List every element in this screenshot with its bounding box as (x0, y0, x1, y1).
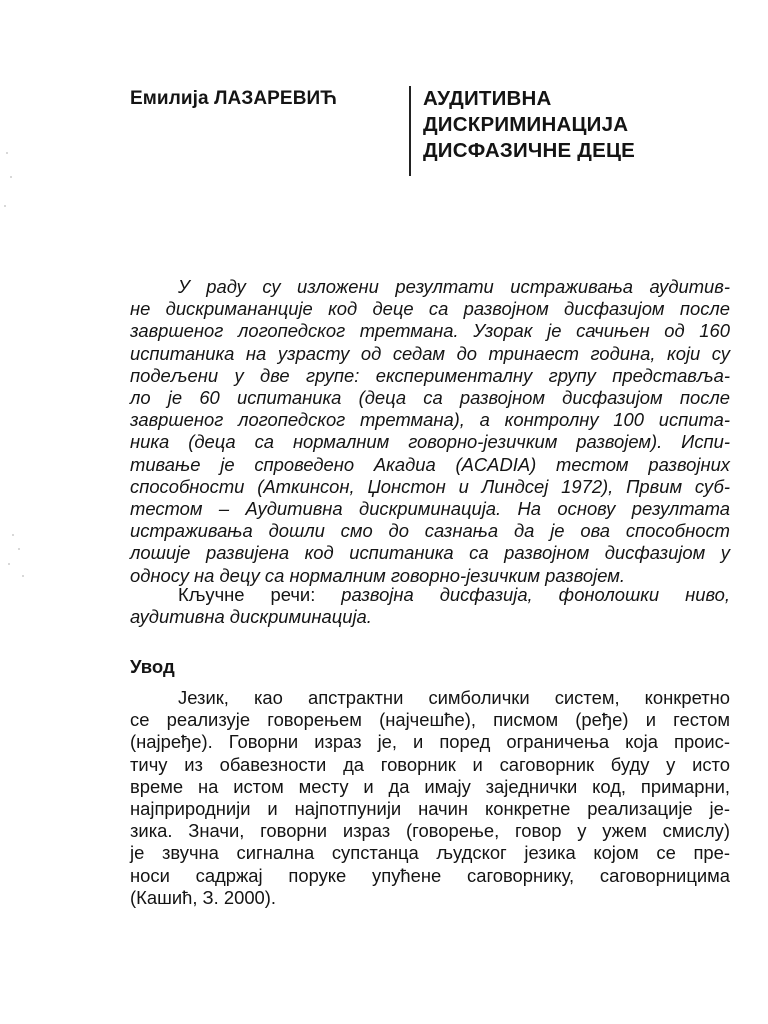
scan-speckle (4, 205, 6, 207)
abstract-line: ника (деца са нормалним говорно-језичким развојем). Испи- (130, 431, 730, 453)
abstract-line: подељени у две групе: експерименталну групу представља- (130, 364, 730, 386)
abstract-line: односу на децу са нормалним говорно-језичким развојем. (130, 564, 625, 586)
abstract-line: не дискримананције код деце са развојном дисфазијом после (130, 298, 730, 320)
header-divider (409, 86, 411, 176)
author-name: Емилија ЛАЗАРЕВИЋ (130, 88, 338, 109)
abstract-line: лошије развијена код испитаника са развојном дисфазијом у (130, 542, 730, 564)
abstract-line: ло је 60 испитаника (деца са развојном дисфазијом после (130, 387, 730, 409)
abstract-line: завршеног логопедског третмана), а контролну 100 испита- (130, 409, 730, 431)
abstract-line: способности (Аткинсон, Џонстон и Линдсеј 1972), Првим суб- (130, 475, 730, 497)
abstract-line: тивање је спроведено Акадиа (ACADIA) тестом развојних (130, 453, 730, 475)
paragraph-line: тичу из обавезности да говорник и саговорник буду у исто (130, 753, 730, 775)
section-heading-intro: Увод (130, 656, 175, 677)
article-header (130, 86, 690, 178)
abstract-line: завршеног логопедског третмана. Узорак је сачињен од 160 (130, 320, 730, 342)
paragraph-line: се реализује говорењем (најчешће), писмом (ређе) и гестом (130, 709, 730, 731)
paragraph-line: Језик, као апстрактни симболички систем, конкретно (178, 687, 730, 708)
paragraph-line: носи садржај поруке упућене саговорнику, саговорницима (130, 864, 730, 886)
paragraph-line: време на истом месту и да имају заједнички код, примарни, (130, 775, 730, 797)
keywords-terms: развојна дисфазија, фонолошки ниво, (341, 584, 730, 605)
abstract-line: испитаника на узрасту од седам до тринаест година, који су (130, 342, 730, 364)
title-line: АУДИТИВНА (423, 87, 552, 110)
abstract-line: тестом – Аудитивна дискриминација. На основу резултата (130, 498, 730, 520)
scan-speckle (8, 563, 10, 565)
paragraph-line: зика. Значи, говорни израз (говорење, говор у ужем смислу) (130, 820, 730, 842)
abstract-line: У раду су изложени резултати истраживања аудитив- (178, 276, 730, 297)
paragraph-line: најприроднији и најпотпунији начин конкретне реализације је- (130, 798, 730, 820)
title-line: ДИСФАЗИЧНЕ ДЕЦЕ (423, 139, 636, 162)
scan-speckle (22, 575, 24, 577)
abstract (130, 276, 730, 587)
scan-speckle (6, 152, 8, 154)
keywords (130, 584, 730, 628)
scan-speckle (10, 176, 12, 178)
abstract-line: истраживања дошли смо до сазнања да је ова способност (130, 520, 730, 542)
scan-speckle (12, 534, 14, 536)
keywords-label: Кључне речи: (178, 584, 316, 605)
paragraph-line: је звучна сигнална супстанца људског језика којом се пре- (130, 842, 730, 864)
paragraph-line: (Кашић, З. 2000). (130, 886, 277, 908)
keywords-terms: аудитивна дискриминација. (130, 606, 372, 628)
paragraph-line: (најређе). Говорни израз је, и поред ограничења која проис- (130, 731, 730, 753)
keywords-line (130, 584, 730, 606)
scan-speckle (18, 548, 20, 550)
title-line: ДИСКРИМИНАЦИЈА (423, 113, 629, 136)
intro-paragraph (130, 687, 730, 909)
article-title (423, 86, 635, 164)
